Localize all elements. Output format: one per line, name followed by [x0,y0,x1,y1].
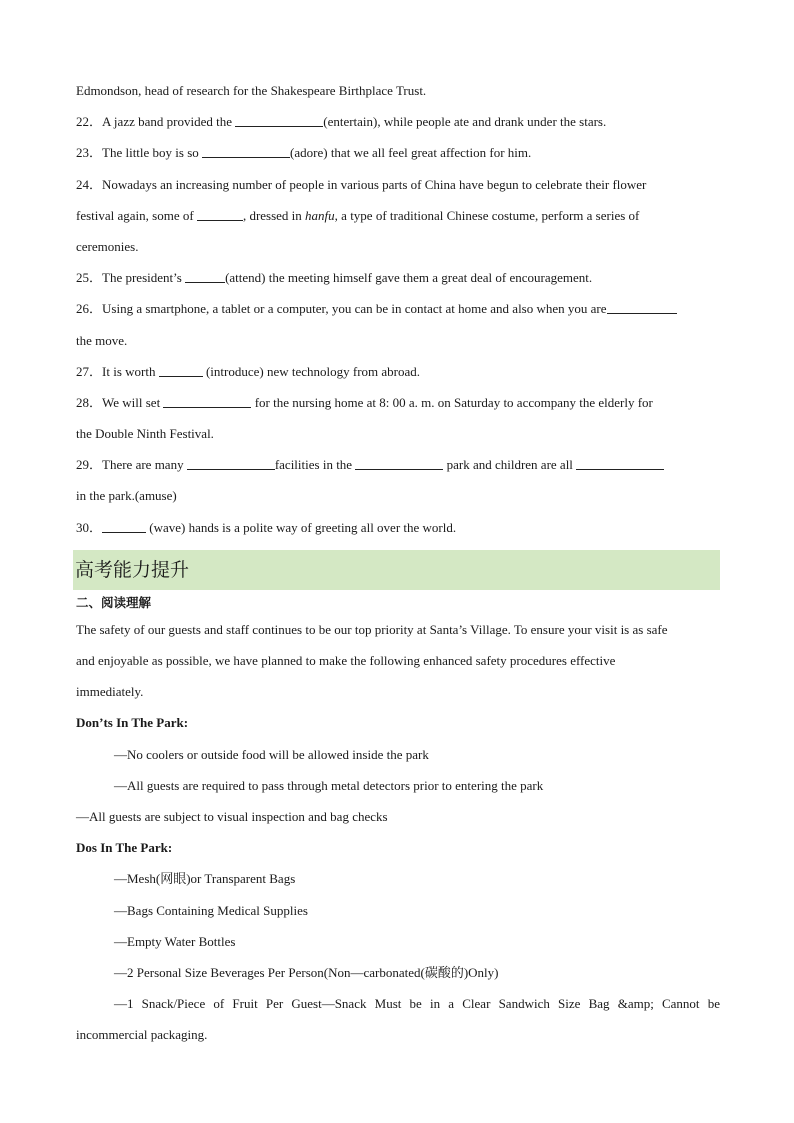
question-text: in the park.(amuse) [76,488,177,504]
question-23 [76,140,720,171]
question-text: There are many [102,457,184,473]
question-text: (entertain), while people ate and drank under the stars. [323,114,607,130]
question-28 [76,390,720,421]
question-text: for the nursing home at 8: 00 a. m. on Saturday to accompany the elderly for [254,394,653,410]
dos-heading: Dos In The Park: [76,840,173,856]
answer-blank[interactable] [163,394,251,408]
question-text: festival again, some of [76,207,194,223]
question-text: The little boy is so [102,145,199,161]
question-text: The president’s [102,270,182,286]
passage-line [76,679,720,710]
question-number: 23． [76,145,103,161]
question-number: 28． [76,394,103,410]
question-28-line2 [76,421,720,452]
question-text: the Double Ninth Festival. [76,426,214,442]
intro-tail [76,78,720,109]
question-number: 24． [76,176,103,192]
question-text: Nowadays an increasing number of people in various parts of China have begun to celebrate their flower [102,176,647,192]
document-page [76,78,720,1053]
question-number: 22． [76,114,103,130]
question-24-line2 [76,203,720,234]
section-title-bar: 高考能力提升 [73,550,720,590]
question-text: park and children are all [446,457,573,473]
question-number: 30． [76,519,103,535]
list-item: —Bags Containing Medical Supplies [114,902,308,918]
passage-line [76,617,720,648]
question-29-line2 [76,483,720,514]
donts-heading: Don’ts In The Park: [76,715,189,731]
question-text: , a type of traditional Chinese costume, perform a series of [334,207,640,223]
question-number: 25． [76,270,103,286]
question-26 [76,296,720,327]
answer-blank[interactable] [102,519,146,533]
answer-blank[interactable] [607,300,677,314]
question-27 [76,359,720,390]
question-text: ceremonies. [76,238,139,254]
list-item-text: —1 Snack/Piece of Fruit Per Guest—Snack Must be in a Clear Sandwich Size Bag &amp; Cannot be [114,996,720,1012]
section-subheading: 二、阅读理解 [76,594,152,610]
list-item: —No coolers or outside food will be allowed inside the park [114,746,429,762]
answer-blank[interactable] [197,207,243,221]
question-30 [76,515,720,546]
answer-blank[interactable] [202,144,290,158]
question-text: Using a smartphone, a tablet or a computer, you can be in contact at home and also when you are [102,301,607,317]
intro-text: Edmondson, head of research for the Shakespeare Birthplace Trust. [76,83,427,98]
list-item: —2 Personal Size Beverages Per Person(Non—carbonated(碳酸的)Only) [114,964,499,980]
question-number: 29． [76,457,103,473]
answer-blank[interactable] [159,363,203,377]
question-number: 26． [76,301,103,317]
question-25 [76,265,720,296]
question-text: the move. [76,332,128,348]
answer-blank[interactable] [187,456,275,470]
question-text: It is worth [102,363,156,379]
list-item: —Empty Water Bottles [114,933,236,949]
question-22 [76,109,720,140]
answer-blank[interactable] [355,456,443,470]
question-text: , dressed in [242,207,302,223]
passage-line [76,648,720,679]
passage-text: immediately. [76,684,144,700]
question-text: facilities in the [274,457,353,473]
question-24-line3 [76,234,720,265]
answer-blank[interactable] [576,456,664,470]
question-text: (attend) the meeting himself gave them a great deal of encouragement. [225,270,593,286]
answer-blank[interactable] [185,269,225,283]
passage-text: and enjoyable as possible, we have planned to make the following enhanced safety procedures effective [76,653,616,668]
list-item [76,991,720,1022]
question-number: 27． [76,363,103,379]
list-item: —All guests are subject to visual inspection and bag checks [76,808,388,824]
question-text: A jazz band provided the [102,114,232,130]
question-24 [76,172,720,203]
question-29 [76,452,720,483]
list-item: —Mesh(网眼)or Transparent Bags [114,871,296,887]
question-text: (introduce) new technology from abroad. [205,363,421,379]
question-text: (wave) hands is a polite way of greeting all over the world. [149,519,457,535]
list-item-continued: incommercial packaging. [76,1027,208,1043]
answer-blank[interactable] [235,113,323,127]
passage-text: The safety of our guests and staff continues to be our top priority at Santa’s Village. To ensure your visit is as safe [76,621,668,637]
question-text: We will set [102,394,161,410]
italic-term: hanfu [305,207,335,223]
question-text: (adore) that we all feel great affection for him. [290,145,532,161]
question-26-line2 [76,328,720,359]
list-item: —All guests are required to pass through metal detectors prior to entering the park [114,777,544,793]
